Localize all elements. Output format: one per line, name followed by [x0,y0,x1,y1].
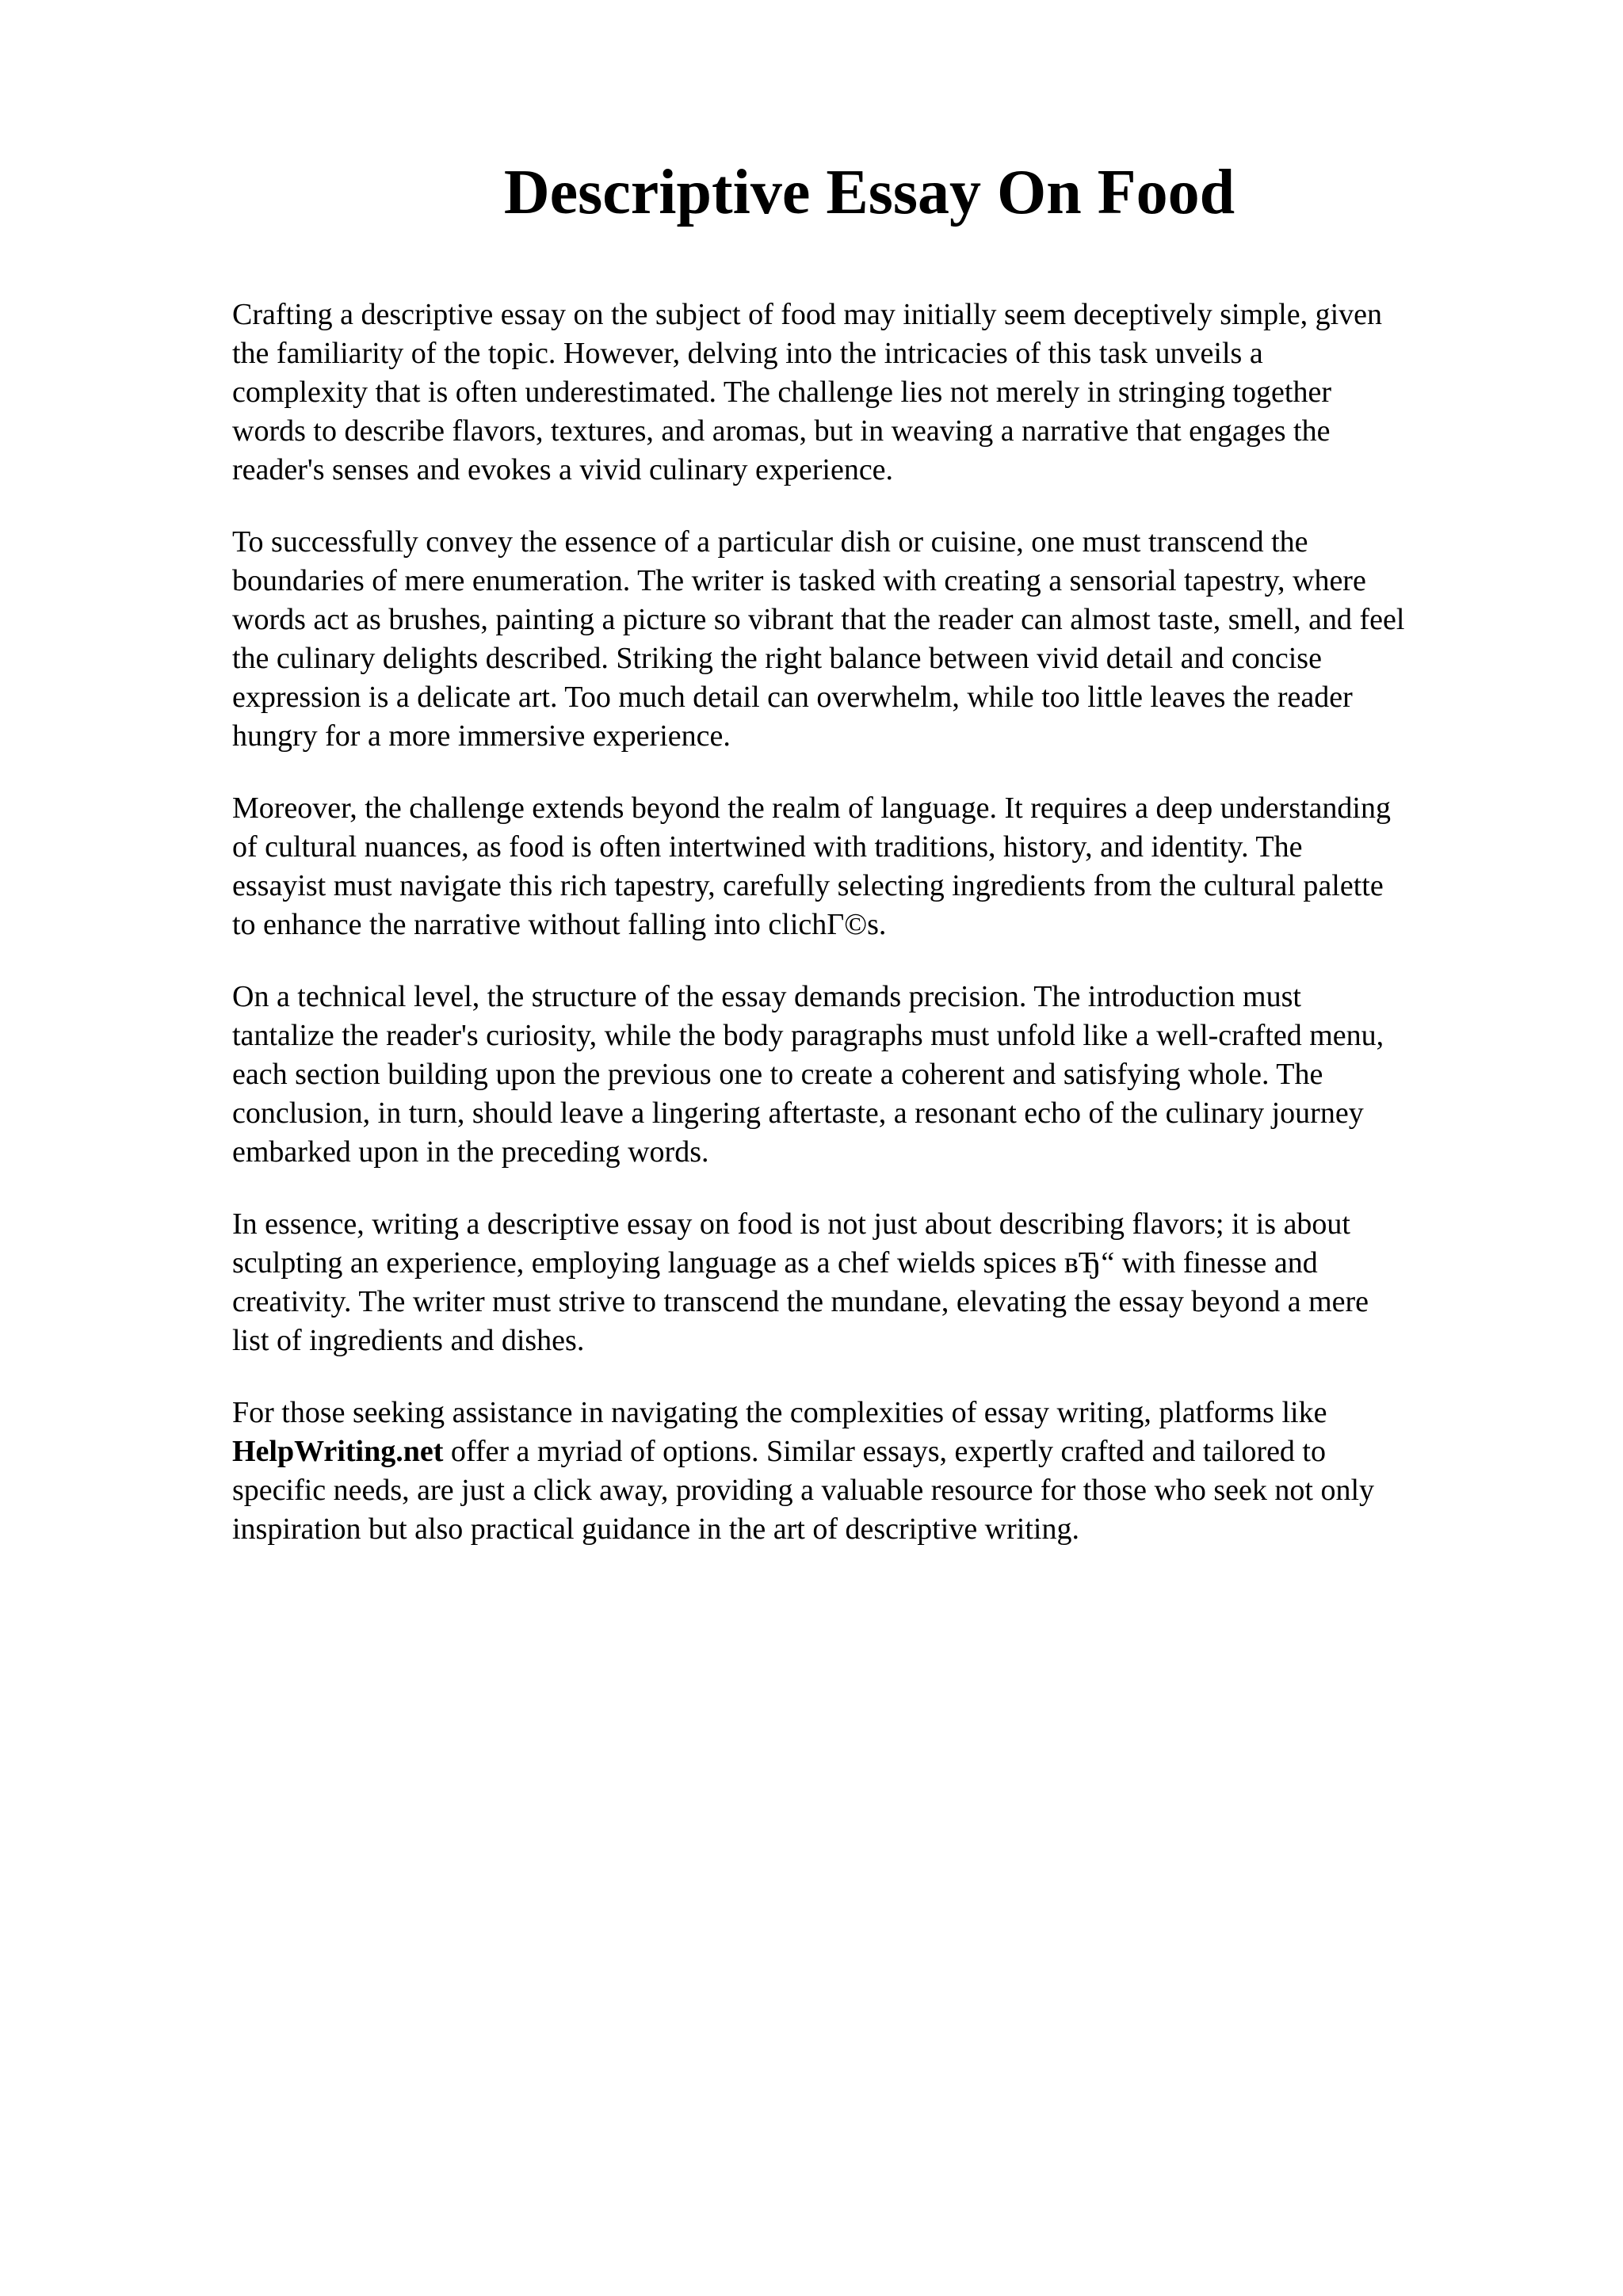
text-line: hungry for a more immersive experience. [232,719,731,753]
essay-body [232,296,1532,1582]
paragraph-5 [232,1205,1532,1360]
text-line: tantalize the reader's curiosity, while the body paragraphs must unfold like a well-crafted menu, [232,1019,1384,1052]
text-line: essayist must navigate this rich tapestry, carefully selecting ingredients from the cultural palette [232,869,1384,902]
paragraph-6 [232,1394,1532,1549]
text-line: Crafting a descriptive essay on the subject of food may initially seem deceptively simple, given [232,298,1382,331]
brand-link[interactable]: HelpWriting.net [232,1435,444,1468]
text-line: complexity that is often underestimated. The challenge lies not merely in stringing together [232,376,1331,409]
text-line: expression is a delicate art. Too much detail can overwhelm, while too little leaves the reader [232,681,1353,714]
text-line [232,1432,1532,1471]
text-line: words to describe flavors, textures, and aromas, but in weaving a narrative that engages the [232,414,1331,448]
text-line: sculpting an experience, employing language as a chef wields spices вЂ“ with finesse and [232,1246,1318,1280]
text-line: inspiration but also practical guidance in the art of descriptive writing. [232,1512,1079,1546]
text-line: of cultural nuances, as food is often intertwined with traditions, history, and identity. The [232,830,1303,864]
text-line: On a technical level, the structure of the essay demands precision. The introduction must [232,980,1301,1013]
paragraph-3 [232,789,1532,944]
text-line: creativity. The writer must strive to transcend the mundane, elevating the essay beyond a mere [232,1285,1369,1318]
page-title: Descriptive Essay On Food [503,158,1235,227]
paragraph-1 [232,296,1532,490]
paragraph-4 [232,978,1532,1172]
text-line: To successfully convey the essence of a particular dish or cuisine, one must transcend the [232,525,1308,559]
text-line: Moreover, the challenge extends beyond the realm of language. It requires a deep understanding [232,791,1391,825]
text-line: reader's senses and evokes a vivid culinary experience. [232,453,894,486]
text-line: For those seeking assistance in navigating the complexities of essay writing, platforms like [232,1396,1327,1429]
text-line: each section building upon the previous one to create a coherent and satisfying whole. The [232,1058,1323,1091]
text-line: list of ingredients and dishes. [232,1324,585,1357]
text-line: boundaries of mere enumeration. The writer is tasked with creating a sensorial tapestry, where [232,564,1366,597]
text-line: the familiarity of the topic. However, delving into the intricacies of this task unveils a [232,337,1263,370]
text-line: embarked upon in the preceding words. [232,1135,709,1169]
text-line: the culinary delights described. Striking the right balance between vivid detail and concise [232,642,1322,675]
text-line: to enhance the narrative without falling into clichГ©s. [232,908,887,941]
text-fragment: offer a myriad of options. Similar essays, expertly crafted and tailored to [443,1435,1326,1468]
text-line: words act as brushes, painting a picture so vibrant that the reader can almost taste, smell, and feel [232,603,1405,636]
text-line: specific needs, are just a click away, providing a valuable resource for those who seek not only [232,1474,1375,1507]
paragraph-2 [232,523,1532,756]
text-line: conclusion, in turn, should leave a lingering aftertaste, a resonant echo of the culinary journey [232,1097,1364,1130]
text-line: In essence, writing a descriptive essay on food is not just about describing flavors; it is about [232,1207,1350,1241]
